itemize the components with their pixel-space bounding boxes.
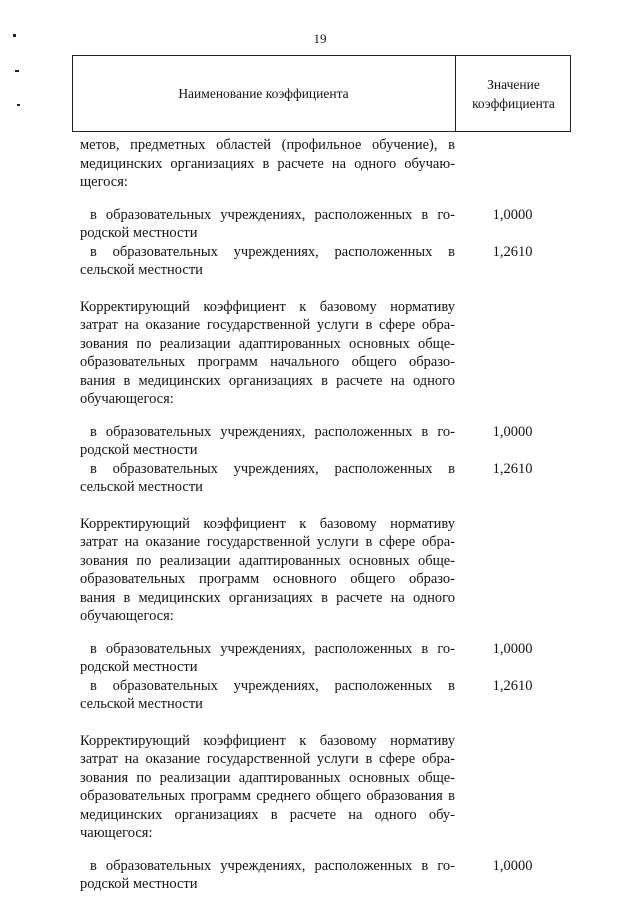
text-line: в образовательных учреждениях, расположенных в го- xyxy=(90,423,455,440)
coefficient-value: 1,0000 xyxy=(492,640,533,657)
text-line: в образовательных учреждениях, расположенных в го- xyxy=(90,640,455,657)
text-line: в образовательных учреждениях, расположенных в го- xyxy=(90,857,455,874)
coefficient-name-header: Наименование коэффициента xyxy=(178,85,349,101)
text-line: образовательных программ основного общего образо- xyxy=(80,571,455,587)
table-row xyxy=(80,677,533,714)
section-text xyxy=(80,298,455,409)
text-line: медицинских организациях в расчете на одного обучаю- xyxy=(80,155,455,172)
table-row xyxy=(80,460,533,497)
page-number: 19 xyxy=(313,31,327,46)
coefficient-value: 1,0000 xyxy=(492,206,533,223)
text-line: в образовательных учреждениях, расположенных в xyxy=(90,243,455,260)
table-row xyxy=(80,243,533,280)
text-line: щегося: xyxy=(80,174,128,190)
text-line: затрат на оказание государственной услуги в сфере обра- xyxy=(80,751,455,767)
table-body xyxy=(80,136,533,894)
coefficient-value: 1,0000 xyxy=(492,857,533,874)
text-line: сельской местности xyxy=(80,479,203,495)
coefficient-value: 1,2610 xyxy=(492,677,533,694)
text-line: чающегося: xyxy=(80,825,153,841)
table-row xyxy=(80,640,533,677)
text-line: родской местности xyxy=(80,225,198,241)
text-line: зования по реализации адаптированных основных обще- xyxy=(80,335,455,352)
text-line: затрат на оказание государственной услуги в сфере обра- xyxy=(80,534,455,550)
text-line: зования по реализации адаптированных основных обще- xyxy=(80,552,455,569)
text-line: образовательных программ среднего общего образования в xyxy=(80,788,455,804)
text-line: сельской местности xyxy=(80,696,203,712)
text-line: обучающегося: xyxy=(80,608,174,624)
coefficient-value-header xyxy=(456,55,571,132)
section-text xyxy=(80,515,455,626)
text-line: зования по реализации адаптированных основных обще- xyxy=(80,769,455,786)
text-line: сельской местности xyxy=(80,262,203,278)
value-header-line2: коэффициента xyxy=(472,95,555,111)
coefficient-value: 1,2610 xyxy=(492,243,533,260)
table-row xyxy=(80,206,533,243)
text-line: в образовательных учреждениях, расположенных в xyxy=(90,460,455,477)
text-line: родской местности xyxy=(80,442,198,458)
text-line: затрат на оказание государственной услуги в сфере обра- xyxy=(80,317,455,333)
text-line: Корректирующий коэффициент к базовому нормативу xyxy=(80,732,455,749)
text-line: в образовательных учреждениях, расположенных в го- xyxy=(90,206,455,223)
text-line: Корректирующий коэффициент к базовому нормативу xyxy=(80,298,455,315)
scan-mark xyxy=(15,70,19,72)
coefficient-value: 1,2610 xyxy=(492,460,533,477)
text-line: родской местности xyxy=(80,876,198,892)
continuation-text xyxy=(80,136,455,192)
scan-mark xyxy=(17,104,20,106)
text-line: Корректирующий коэффициент к базовому нормативу xyxy=(80,515,455,532)
text-line: образовательных программ начального общего образо- xyxy=(80,354,455,370)
text-line: вания в медицинских организациях в расчете на одного xyxy=(80,372,455,389)
text-line: метов, предметных областей (профильное обучение), в xyxy=(80,137,455,153)
table-row xyxy=(80,423,533,460)
text-line: вания в медицинских организациях в расчете на одного xyxy=(80,589,455,606)
text-line: в образовательных учреждениях, расположенных в xyxy=(90,677,455,694)
value-header-line1: Значение xyxy=(487,76,540,92)
text-line: обучающегося: xyxy=(80,391,174,407)
section-text xyxy=(80,732,455,843)
table-row xyxy=(80,857,533,894)
text-line: медицинских организациях в расчете на одного обу- xyxy=(80,806,455,823)
coefficient-value: 1,0000 xyxy=(492,423,533,440)
text-line: родской местности xyxy=(80,659,198,675)
